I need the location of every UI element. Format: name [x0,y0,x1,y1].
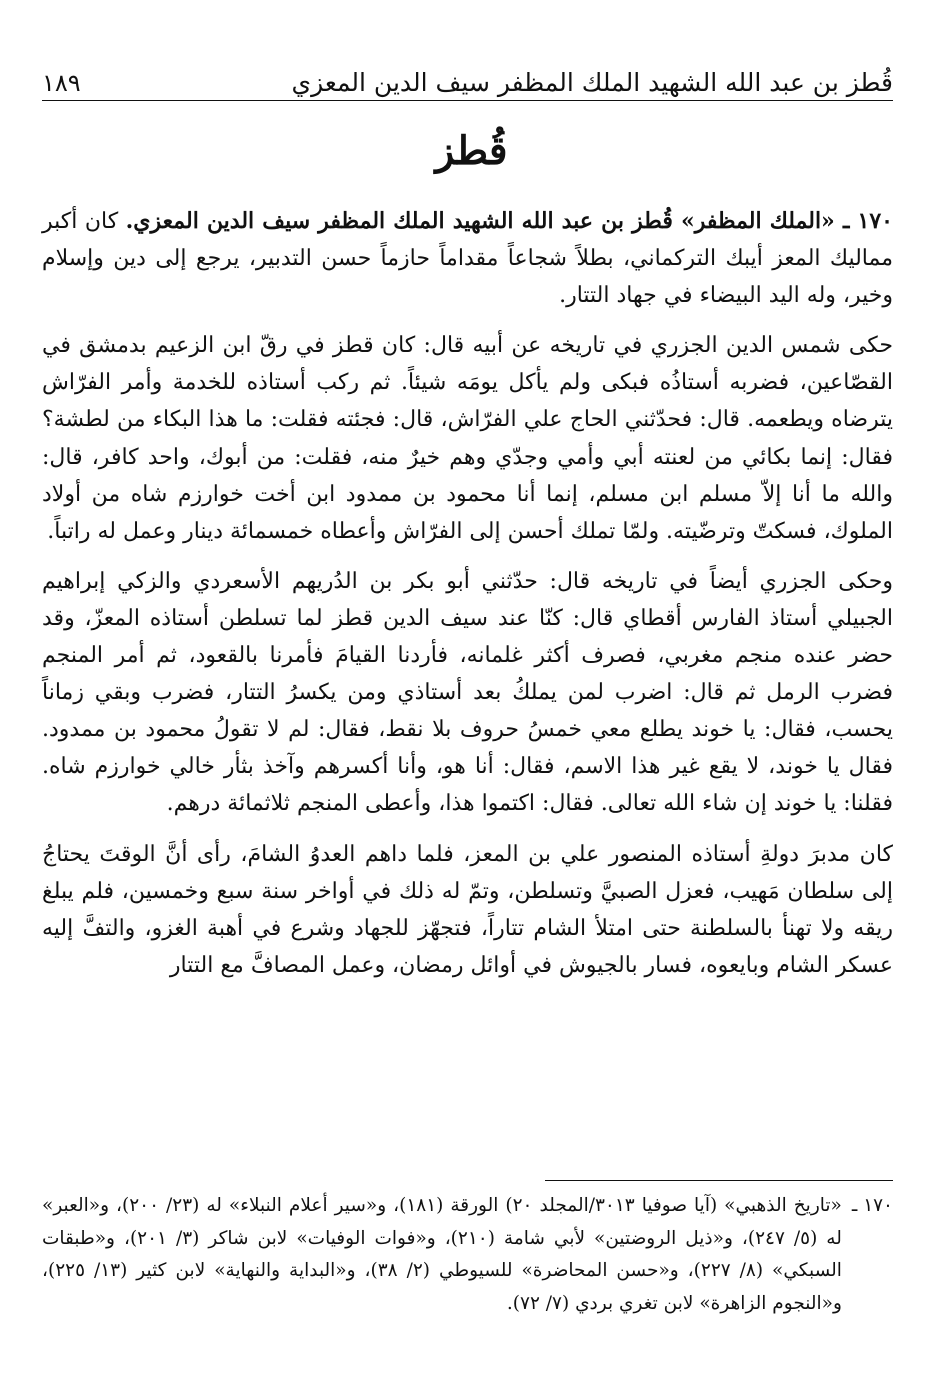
main-text [42,203,893,984]
entry-title: ١٧٠ ـ «الملك المظفر» قُطز بن عبد الله الشهيد الملك المظفر سيف الدين المعزي. [125,208,893,234]
entry-intro: كان أكبر مماليك المعز أيبك التركماني، بطلاً شجاعاً مقداماً حازماً حسن التدبير، يرجع إلى دين وإسلام وخير، وله اليد البيضاء في جهاد التتار. [42,209,893,309]
running-title: قُطز بن عبد الله الشهيد الملك المظفر سيف الدين المعزي [291,68,893,97]
paragraph-astrologer-story: وحكى الجزري أيضاً في تاريخه قال: حدّثني أبو بكر بن الدُريهم الأسعردي والزكي إبراهيم الجبيلي أستاذ الفارس أقطاي قال: كنّا عند سيف الدين قطز لما تسلطن أستاذه المعزّ، وقد حضر عنده منجم مغربي، فصرف أكثر غلمانه، فأردنا القيامَ فأمرنا بالقعود، ثم أمر المنجم فضرب الرمل ثم قال: اضرب لمن يملكُ بعد أستاذي ومن يكسرُ التتار، فضرب وبقي زماناً يحسب، فقال: يا خوند يطلع معي خمسُ حروف بلا نقط، فقال: لم لا تقولُ محمود بن ممدود. فقال يا خوند، لا يقع غير هذا الاسم، فقال: أنا هو، وأنا أكسرهم وآخذ بثأر خالي خوارزم شاه. فقلنا: يا خوند إن شاء الله تعالى. فقال: اكتموا هذا، وأعطى المنجم ثلاثمائة درهم. [42,568,893,817]
running-head [42,55,893,95]
footnote-text: «تاريخ الذهبي» (آيا صوفيا ٣٠١٣/المجلد ٢٠) الورقة (١٨١)، و«سير أعلام النبلاء» له (٢٣/ ٢٠٠)، و«العبر» له (٥/ ٢٤٧)، و«ذيل الروضتين» لأبي شامة (٢١٠)، و«فوات الوفيات» لابن شاكر (٣/ ٢٠١)، و«طبقات السبكي» (٨/ ٢٢٧)، و«حسن المحاضرة» للسيوطي (٢/ ٣٨)، و«البداية والنهاية» لابن كثير (١٣/ ٢٢٥)، و«النجوم الزاهرة» لابن تغري بردي (٧/ ٧٢). [42,1195,842,1315]
footnote [42,1190,893,1321]
footnote-marker: ١٧٠ ـ [851,1195,893,1216]
header-rule [42,100,893,101]
page-number: ١٨٩ [42,69,81,97]
paragraph-sultanate: كان مدبرَ دولةِ أستاذه المنصور علي بن المعز، فلما داهم العدوُ الشامَ، رأى أنَّ الوقتَ يحتاجُ إلى سلطان مَهيب، فعزل الصبيَّ وتسلطن، وتمّ له ذلك في أواخر سنة سبع وخمسين، فلم يبلغ ريقه ولا تهنأ بالسلطنة حتى امتلأ الشام تتاراً، فتجهّز للجهاد وشرع في أهبة الغزو، والتفَّ إليه عسكر الشام وبايعوه، فسار بالجيوش في أوائل رمضان، وعمل المصافَّ مع التتار [42,841,893,978]
section-heading: قُطز [435,128,508,174]
footnote-rule [545,1180,893,1181]
entry-paragraph [42,203,893,314]
paragraph-jazari-story: حكى شمس الدين الجزري في تاريخه عن أبيه قال: كان قطز في رقّ ابن الزعيم بدمشق في القصّاعين، فضربه أستاذُه فبكى ولم يأكل يومَه شيئاً. ثم ركب أستاذه للخدمة وأمر الفرّاش يترضاه ويطعمه. قال: فحدّثني الحاج علي الفرّاش، قال: فجئته فقلت: ما هذا البكاء من لطشة؟ فقال: إنما بكائي من لعنته أبي وأمي وجدّي وهم خيرٌ منه، فقلت: من أبوك، واحد كافر، قال: والله ما أنا إلاّ مسلم ابن مسلم، إنما أنا محمود بن ممدود ابن أخت خوارزم شاه من أولاد الملوك، فسكتّ وترضّيته. ولمّا تملك أحسن إلى الفرّاش وأعطاه خمسمائة دينار وعمل له راتباً. [42,333,893,544]
